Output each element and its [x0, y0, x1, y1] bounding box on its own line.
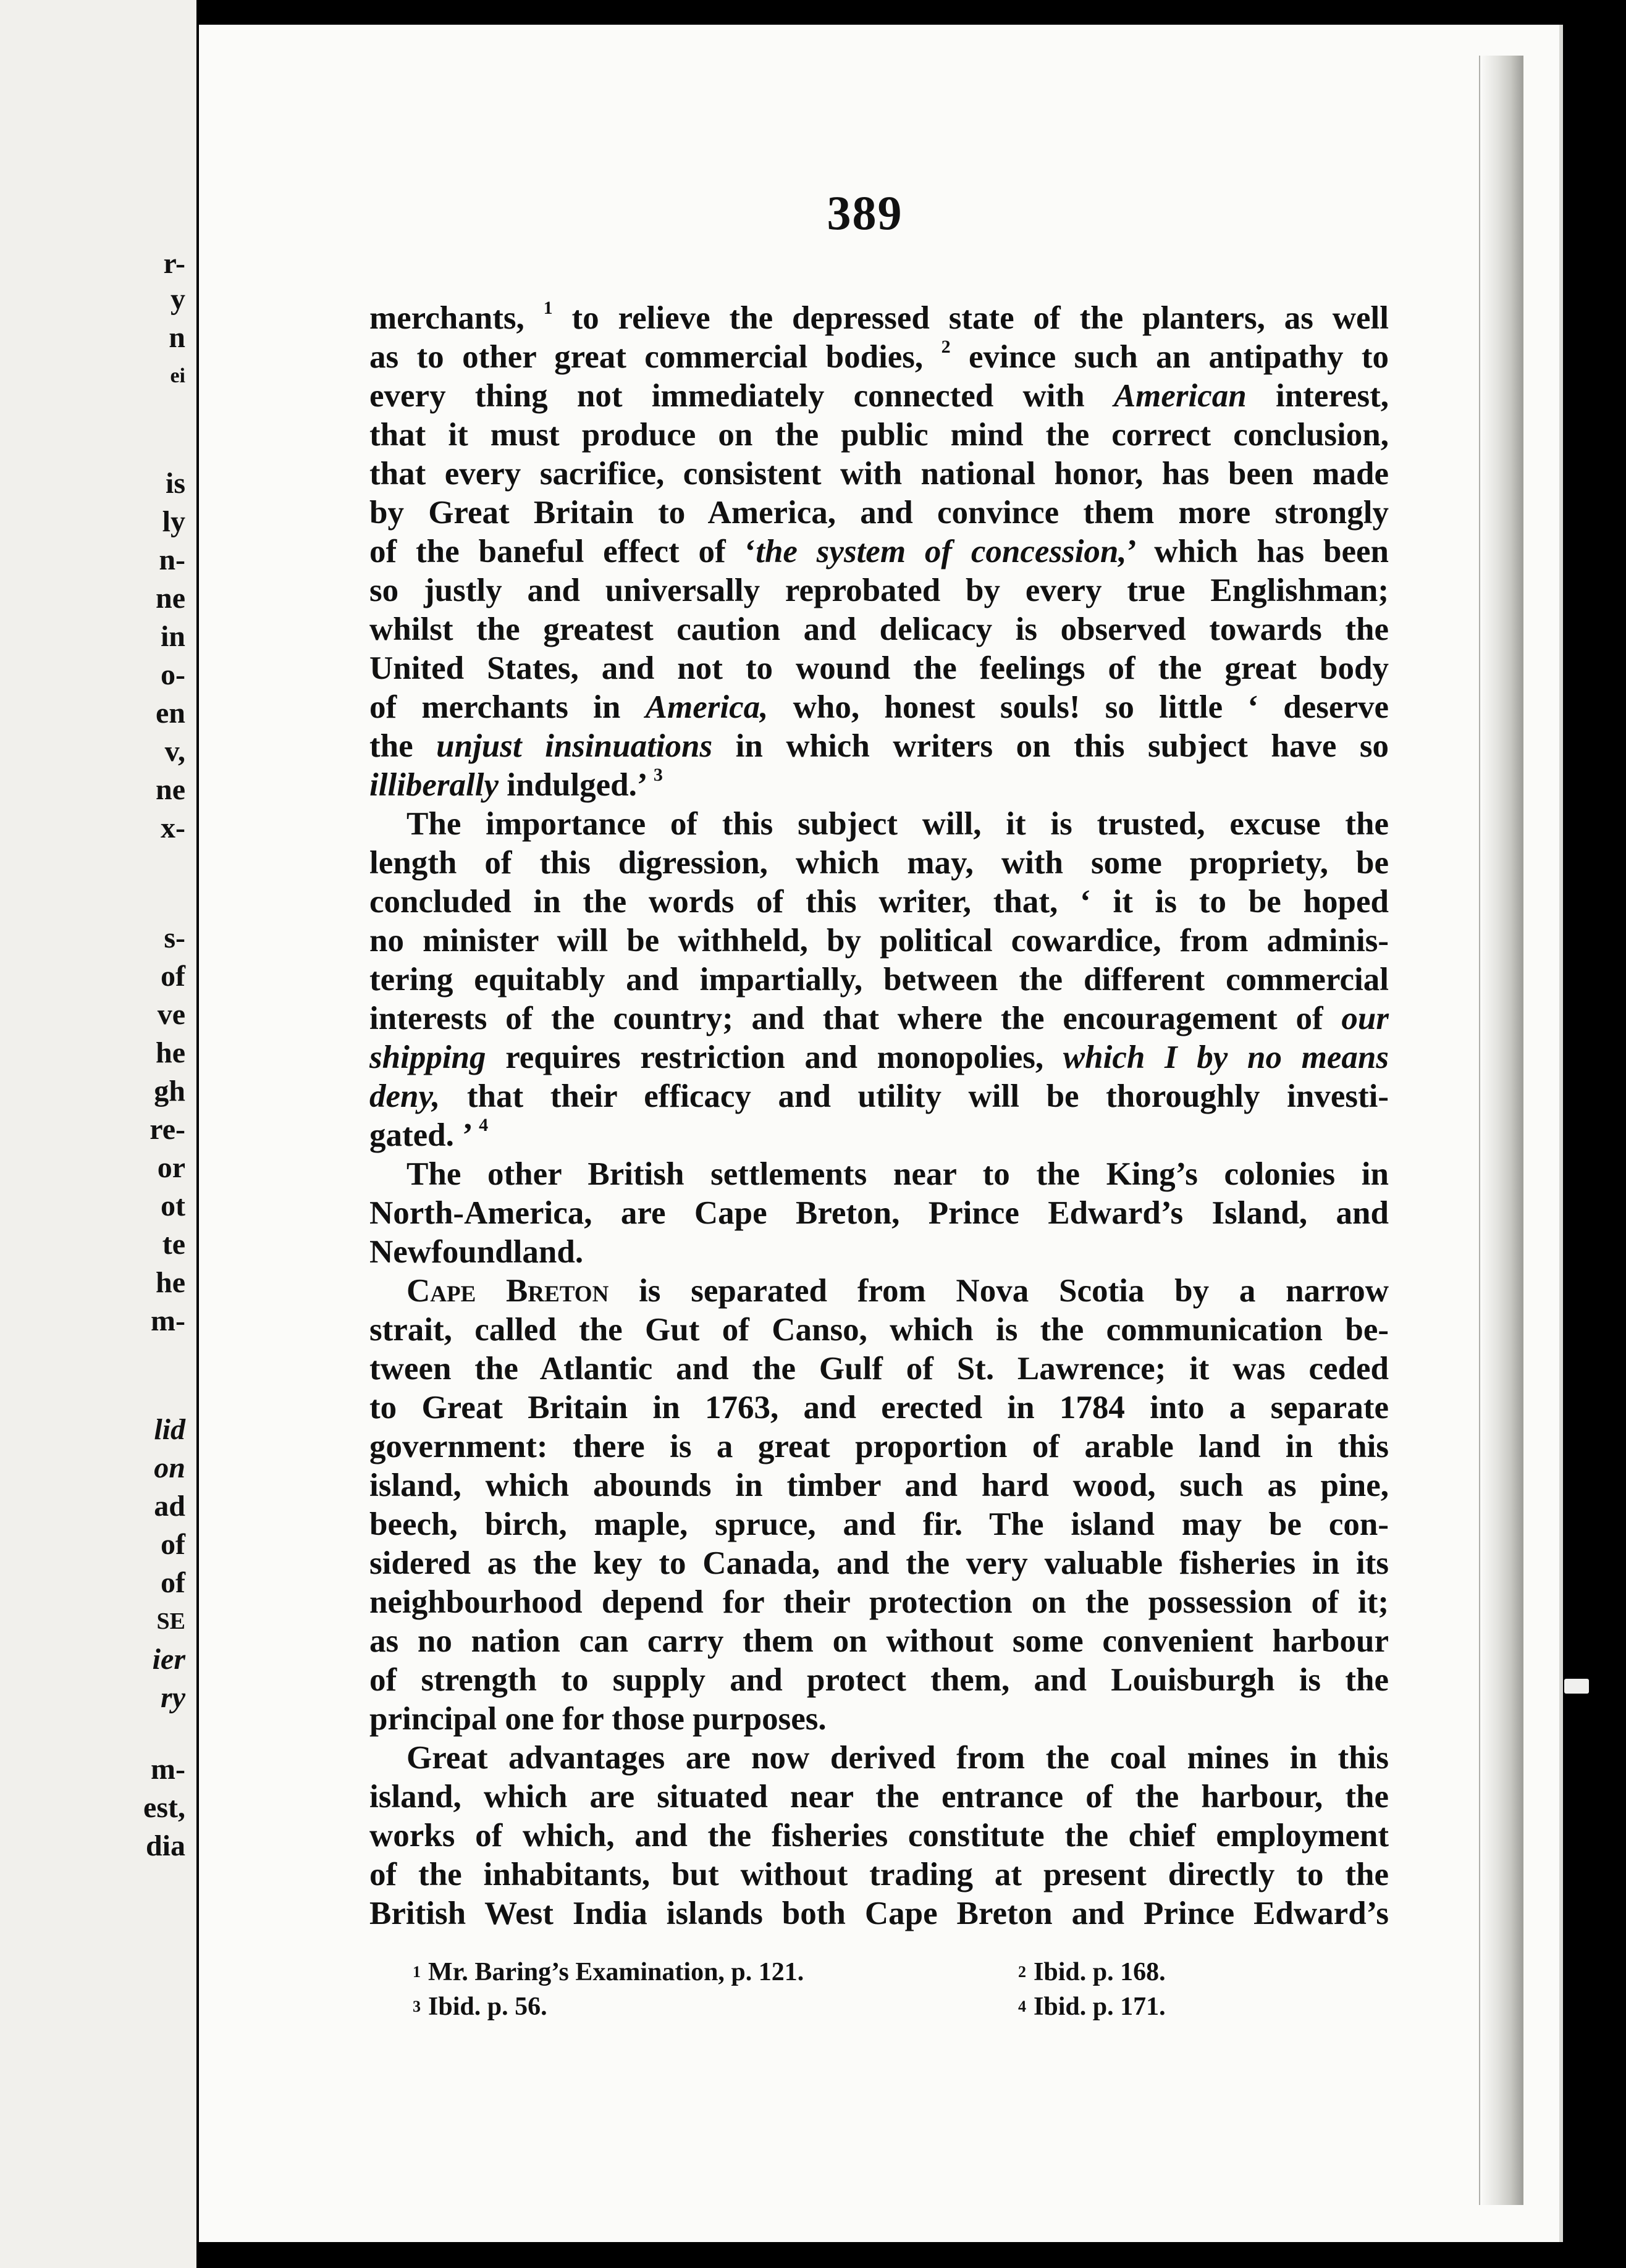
- footnote-ref: 1: [543, 298, 553, 318]
- text-line: that every sacrifice, consistent with national honor, has been made: [369, 456, 1389, 492]
- text-line: of strength to supply and protect them, and Louisburgh is the: [369, 1662, 1389, 1698]
- text-line: The other British settlements near to the King’s colonies in: [406, 1156, 1389, 1192]
- text-line: strait, called the Gut of Canso, which is the communication be-: [369, 1312, 1389, 1348]
- left-fragment: y: [171, 283, 185, 316]
- text-line: every thing not immediately connected with American interest,: [369, 378, 1389, 414]
- text-line: tween the Atlantic and the Gulf of St. Lawrence; it was ceded: [369, 1351, 1389, 1387]
- text-line: illiberally indulged.’ $^3$: [369, 765, 663, 803]
- text-line: length of this digression, which may, with some propriety, be: [369, 845, 1389, 881]
- text-line: shipping requires restriction and monopolies, which I by no means: [369, 1040, 1389, 1075]
- footnote-row: [413, 1989, 1234, 2024]
- text-line: works of which, and the fisheries constitute the chief employment: [369, 1818, 1389, 1854]
- left-fragment: ne: [156, 582, 185, 615]
- left-fragment: ly: [162, 505, 185, 538]
- left-fragment: of: [161, 960, 185, 993]
- text-line: Newfoundland.: [369, 1234, 584, 1270]
- footnote-row: [413, 1955, 1234, 1989]
- text-line: as to other great commercial bodies, $^2$ evince such an antipathy to: [369, 337, 1389, 375]
- text-line: principal one for those purposes.: [369, 1701, 827, 1737]
- text-line: The importance of this subject will, it is trusted, excuse the: [406, 806, 1389, 842]
- left-fragment: gh: [154, 1075, 185, 1107]
- left-fragment: en: [156, 697, 185, 729]
- left-fragment: he: [156, 1266, 185, 1299]
- text-line: merchants, $^1$ to relieve the depressed state of the planters, as well: [369, 298, 1389, 336]
- text-line: island, which are situated near the entrance of the harbour, the: [369, 1779, 1389, 1815]
- text-line: sidered as the key to Canada, and the very valuable fisheries in its: [369, 1545, 1389, 1581]
- footnote-ref: 3: [653, 765, 663, 785]
- text-line: Cape Breton is separated from Nova Scotia by a narrow: [406, 1273, 1389, 1309]
- text-line: so justly and universally reprobated by every true Englishman;: [369, 573, 1389, 608]
- text-line: by Great Britain to America, and convince them more strongly: [369, 495, 1389, 531]
- footnote: $^4$ Ibid. p. 171.: [1018, 1993, 1166, 2021]
- text-line: United States, and not to wound the feelings of the great body: [369, 650, 1389, 686]
- text-line: deny, that their efficacy and utility will be thoroughly investi-: [369, 1078, 1389, 1114]
- left-fragment: is: [165, 467, 185, 500]
- scan-artifact: [1564, 1679, 1589, 1694]
- footnote-ref: 4: [479, 1115, 489, 1135]
- left-fragment: in: [160, 620, 185, 653]
- left-fragment: dia: [145, 1829, 185, 1862]
- section-heading: Cape Breton: [406, 1273, 609, 1309]
- text-line: North-America, are Cape Breton, Prince Edward’s Island, and: [369, 1195, 1389, 1231]
- text-line: of the inhabitants, but without trading at present directly to the: [369, 1857, 1389, 1892]
- left-fragment: he: [156, 1036, 185, 1069]
- text-line: to Great Britain in 1763, and erected in 1784 into a separate: [369, 1390, 1389, 1426]
- left-fragment: ne: [156, 773, 185, 806]
- text-line: gated. ’ $^4$: [369, 1115, 489, 1153]
- left-fragment: on: [154, 1451, 185, 1484]
- text-line: of merchants in America, who, honest souls! so little ‘ deserve: [369, 689, 1389, 725]
- left-fragment: n-: [159, 544, 185, 576]
- left-fragment: lid: [154, 1413, 185, 1446]
- left-fragment: of: [161, 1528, 185, 1561]
- text-line: beech, birch, maple, spruce, and fir. The island may be con-: [369, 1506, 1389, 1542]
- page-edge-shadow: [1479, 56, 1523, 2205]
- footnote: $^2$ Ibid. p. 168.: [1018, 1958, 1166, 1986]
- left-fragment: m-: [151, 1304, 185, 1337]
- footnotes: [413, 1955, 1234, 2024]
- text-line: neighbourhood depend for their protection on the possession of it;: [369, 1584, 1389, 1620]
- left-fragment: SE: [156, 1608, 185, 1634]
- text-line: no minister will be withheld, by political cowardice, from adminis-: [369, 923, 1389, 959]
- text-line: whilst the greatest caution and delicacy is observed towards the: [369, 611, 1389, 647]
- left-fragment: te: [162, 1228, 185, 1261]
- left-fragment: of: [161, 1566, 185, 1599]
- footnote: $^1$ Mr. Baring’s Examination, p. 121.: [413, 1958, 804, 1986]
- left-fragment: r-: [163, 247, 185, 280]
- left-fragment: ve: [157, 998, 185, 1031]
- left-fragment: ot: [161, 1190, 185, 1222]
- page-body: [369, 299, 1389, 1933]
- text-line: of the baneful effect of ‘the system of concession,’ which has been: [369, 534, 1389, 569]
- text-line: concluded in the words of this writer, that, ‘ it is to be hoped: [369, 884, 1389, 920]
- text-line: British West India islands both Cape Breton and Prince Edward’s: [369, 1896, 1389, 1931]
- adjacent-page-edge: [0, 0, 196, 2268]
- text-line: the unjust insinuations in which writers on this subject have so: [369, 728, 1389, 764]
- text-line: island, which abounds in timber and hard wood, such as pine,: [369, 1468, 1389, 1503]
- text-line: as no nation can carry them on without some convenient harbour: [369, 1623, 1389, 1659]
- text-line: interests of the country; and that where the encouragement of our: [369, 1001, 1389, 1036]
- text-line: tering equitably and impartially, between the different commercial: [369, 962, 1389, 998]
- left-fragment: v,: [164, 735, 185, 768]
- text-line: Great advantages are now derived from the coal mines in this: [406, 1740, 1389, 1776]
- left-fragment: x-: [161, 812, 185, 844]
- left-fragment: s-: [164, 922, 185, 954]
- page-number: 389: [827, 186, 903, 240]
- left-fragment: re-: [150, 1113, 185, 1146]
- left-fragment: ad: [154, 1490, 185, 1522]
- left-fragment: o-: [161, 658, 185, 691]
- text-line: that it must produce on the public mind the correct conclusion,: [369, 417, 1389, 453]
- left-fragment: ry: [161, 1681, 185, 1714]
- left-fragment: ei: [170, 364, 185, 387]
- left-fragment: m-: [151, 1753, 185, 1786]
- left-fragment: n: [169, 321, 185, 354]
- left-fragment: est,: [143, 1791, 185, 1824]
- footnote: $^3$ Ibid. p. 56.: [413, 1993, 547, 2021]
- left-fragment: ier: [152, 1643, 185, 1676]
- left-fragment: or: [157, 1151, 185, 1184]
- text-line: government: there is a great proportion of arable land in this: [369, 1429, 1389, 1464]
- footnote-ref: 2: [941, 337, 951, 357]
